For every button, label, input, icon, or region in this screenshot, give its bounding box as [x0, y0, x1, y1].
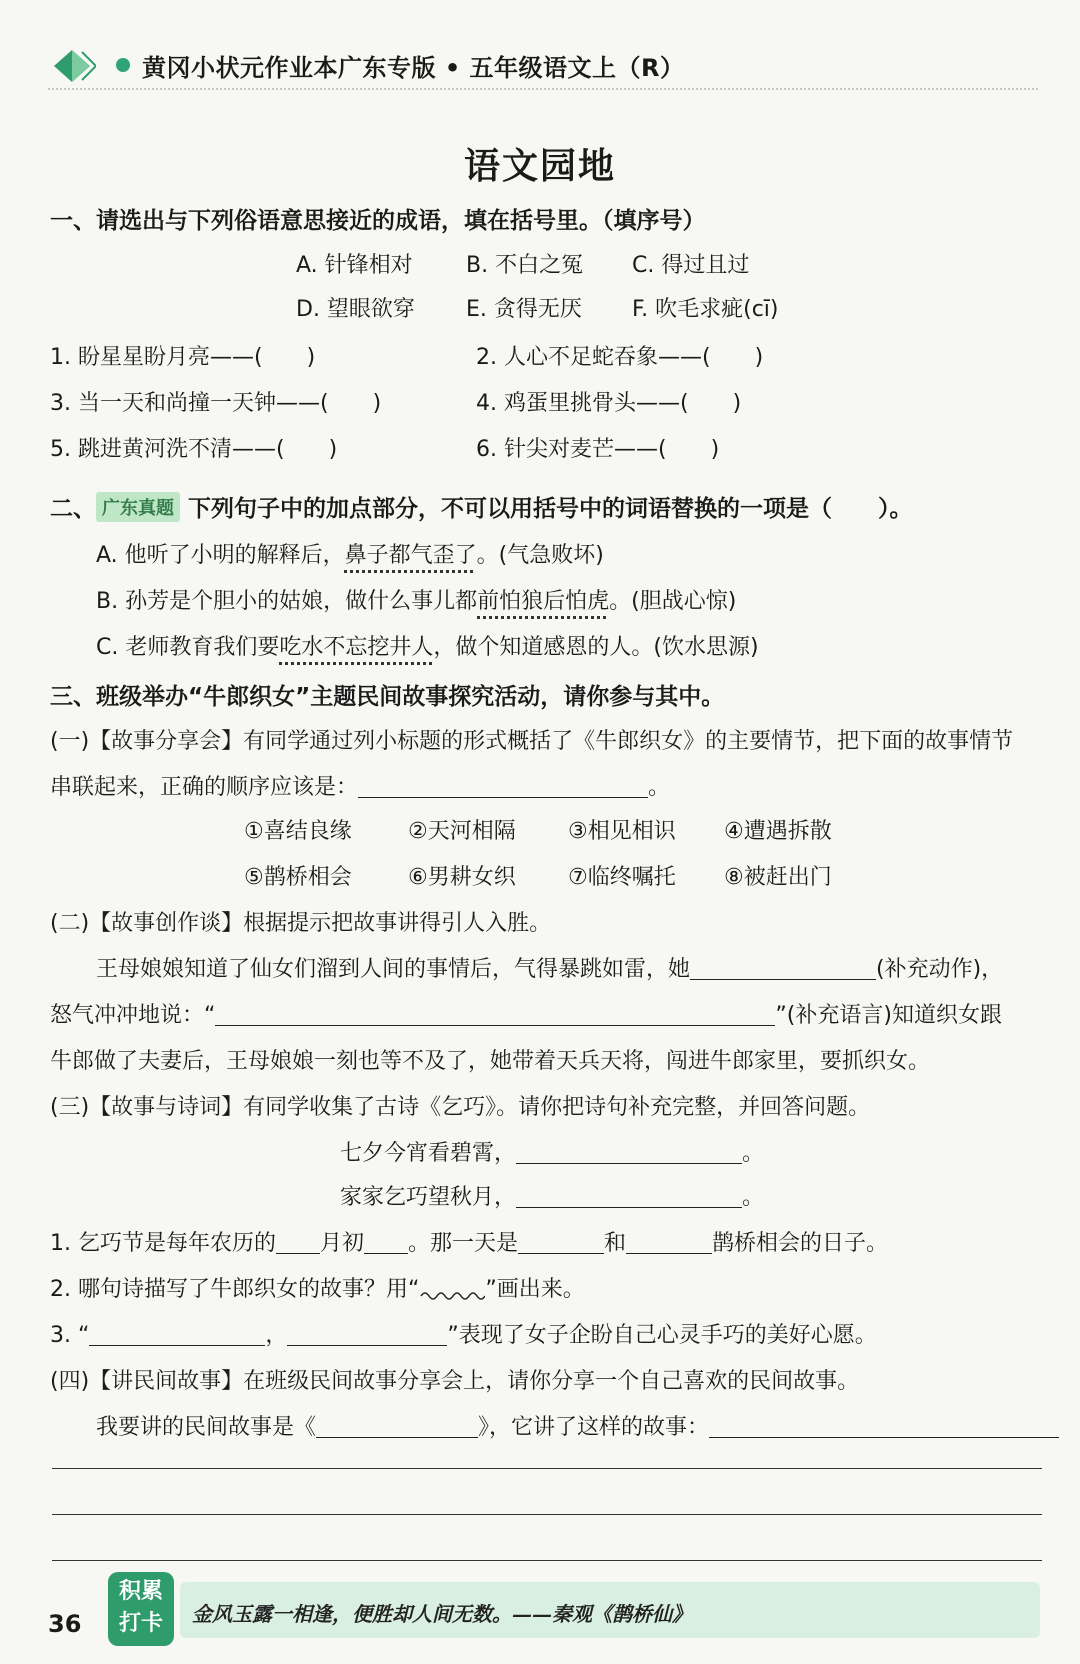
plot-item-1: ①喜结良缘 [244, 819, 352, 844]
q3-part2-line3: 牛郎做了夫妻后，王母娘娘一刻也等不及了，她带着天兵天将，闯进牛郎家里，要抓织女。 [50, 1049, 931, 1074]
q3-sub2: 2. 哪句诗描写了牛郎织女的故事？用“ ”画出来。 [50, 1277, 585, 1302]
header-dot-icon [116, 58, 130, 72]
q1-item-4[interactable]: 4. 鸡蛋里挑骨头——( ) [476, 391, 742, 416]
q2-option-c[interactable]: C. 老师教育我们要吃水不忘挖井人，做个知道感恩的人。(饮水思源) [96, 635, 759, 660]
plot-item-7: ⑦临终嘱托 [568, 865, 676, 890]
page-number: 36 [48, 1610, 82, 1638]
verse-blank-1[interactable] [89, 1323, 265, 1346]
q1-heading: 一、请选出与下列俗语意思接近的成语，填在括号里。（填序号） [50, 208, 706, 234]
diamond-logo-icon [52, 46, 96, 86]
q1-item-6[interactable]: 6. 针尖对麦芒——( ) [476, 437, 720, 462]
q3-sub1: 1. 乞巧节是每年农历的 月初 。那一天是 和 鹊桥相会的日子。 [50, 1231, 889, 1256]
guangdong-exam-tag: 广东真题 [96, 492, 180, 522]
q2-option-a[interactable]: A. 他听了小明的解释后，鼻子都气歪了。(气急败坏) [96, 543, 604, 568]
q1-item-2[interactable]: 2. 人心不足蛇吞象——( ) [476, 345, 764, 370]
q3-part1-line2: 串联起来，正确的顺序应该是： 。 [50, 775, 671, 800]
writing-line-2[interactable] [52, 1514, 1042, 1515]
plot-item-4: ④遭遇拆散 [724, 819, 832, 844]
story-blank-start[interactable] [709, 1415, 1059, 1438]
writing-line-3[interactable] [52, 1560, 1042, 1561]
q3-part3-heading: (三)【故事与诗词】有同学收集了古诗《乞巧》。请你把诗句补充完整，并回答问题。 [50, 1095, 871, 1120]
q1-item-1[interactable]: 1. 盼星星盼月亮——( ) [50, 345, 316, 370]
book-header: 黄冈小状元作业本广东专版 • 五年级语文上（R） [142, 54, 685, 82]
poem-line-1: 七夕今宵看碧霄， 。 [340, 1141, 765, 1166]
writing-line-1[interactable] [52, 1468, 1042, 1469]
accumulate-badge: 积累 打卡 [108, 1572, 174, 1646]
poem-line-2: 家家乞巧望秋月， 。 [340, 1185, 765, 1210]
q1-item-3[interactable]: 3. 当一天和尚撞一天钟——( ) [50, 391, 382, 416]
poem-blank-2[interactable] [516, 1185, 742, 1208]
plot-item-6: ⑥男耕女织 [408, 865, 516, 890]
plot-item-8: ⑧被赶出门 [724, 865, 832, 890]
speech-blank[interactable] [215, 1003, 775, 1026]
q3-part2-line1: 王母娘娘知道了仙女们溜到人间的事情后，气得暴跳如雷，她 (补充动作)， [96, 957, 1004, 982]
dotted-phrase: 前怕狼后怕虎 [477, 589, 610, 614]
plot-item-5: ⑤鹊桥相会 [244, 865, 352, 890]
action-blank[interactable] [690, 957, 876, 980]
q2-heading-row [50, 490, 913, 523]
month-blank[interactable] [276, 1231, 320, 1254]
q3-part4-line: 我要讲的民间故事是《 》，它讲了这样的故事： [96, 1410, 1059, 1441]
dotted-phrase: 鼻子都气歪了 [344, 543, 477, 568]
story-title-blank[interactable] [316, 1415, 478, 1438]
q3-part2-line2: 怒气冲冲地说：“ ”(补充语言)知道织女跟 [50, 1003, 1002, 1028]
q1-item-5[interactable]: 5. 跳进黄河洗不清——( ) [50, 437, 338, 462]
wavy-line-icon [419, 1280, 485, 1302]
q1-option-f: F. 吹毛求疵(cī) [632, 297, 779, 322]
verse-blank-2[interactable] [287, 1323, 447, 1346]
q1-option-c: C. 得过且过 [632, 253, 750, 278]
poem-blank-1[interactable] [516, 1141, 742, 1164]
q2-option-b[interactable]: B. 孙芳是个胆小的姑娘，做什么事儿都前怕狼后怕虎。(胆战心惊) [96, 589, 737, 614]
q3-part4-heading: (四)【讲民间故事】在班级民间故事分享会上，请你分享一个自己喜欢的民间故事。 [50, 1369, 860, 1394]
plot-item-2: ②天河相隔 [408, 819, 516, 844]
q1-option-b: B. 不白之冤 [466, 253, 584, 278]
person-blank-1[interactable] [518, 1231, 604, 1254]
q2-number: 二、 [50, 496, 96, 522]
q3-sub3: 3. “ ， ”表现了女子企盼自己心灵手巧的美好心愿。 [50, 1323, 877, 1348]
day-blank[interactable] [364, 1231, 408, 1254]
page-title: 语文园地 [463, 145, 616, 187]
q2-heading: 下列句子中的加点部分，不可以用括号中的词语替换的一项是（ ）。 [188, 496, 913, 522]
plot-item-3: ③相见相识 [568, 819, 676, 844]
q1-option-a: A. 针锋相对 [296, 253, 413, 278]
q1-option-d: D. 望眼欲穿 [296, 297, 415, 322]
q3-heading: 三、班级举办“牛郎织女”主题民间故事探究活动，请你参与其中。 [50, 684, 725, 710]
header-divider [48, 88, 1038, 90]
q3-part2-heading: (二)【故事创作谈】根据提示把故事讲得引人入胜。 [50, 911, 552, 936]
footer-quote: 金风玉露一相逢，便胜却人间无数。——秦观《鹊桥仙》 [192, 1602, 692, 1626]
q1-option-e: E. 贪得无厌 [466, 297, 582, 322]
order-answer-blank[interactable] [358, 775, 648, 798]
person-blank-2[interactable] [626, 1231, 712, 1254]
q3-part1-line1: (一)【故事分享会】有同学通过列小标题的形式概括了《牛郎织女》的主要情节，把下面的故事情节 [50, 729, 1014, 754]
dotted-phrase: 吃水不忘挖井人 [279, 635, 434, 660]
